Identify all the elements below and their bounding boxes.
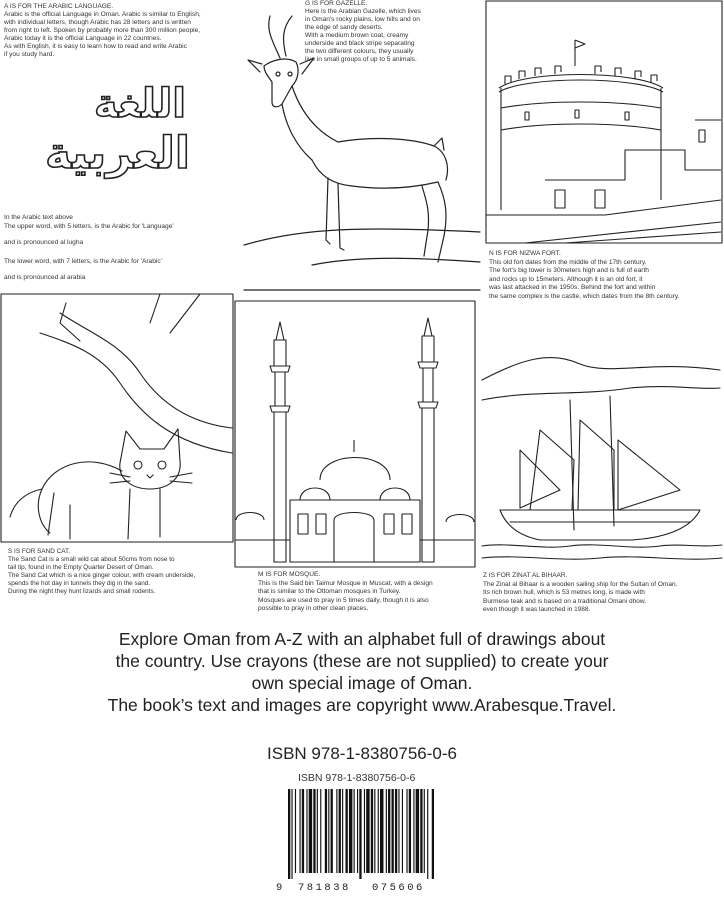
gazelle-line: With a medium brown coat, creamy (305, 32, 409, 39)
barcode-bar (420, 789, 422, 873)
dhow-ship-drawing (480, 340, 724, 568)
barcode-bar (295, 789, 296, 873)
arabic-note: In the Arabic text above (4, 214, 73, 221)
barcode-bar (325, 789, 327, 873)
barcode-bar (288, 789, 290, 879)
barcode-bar (402, 789, 403, 873)
zinat-line: The Zinat al Bihaar is a wooden sailing ship for the Sultan of Oman. (483, 580, 678, 588)
blurb-line: own special image of Oman. (251, 673, 473, 693)
barcode-bar (374, 789, 375, 873)
gazelle-heading: G IS FOR GAZELLE. (305, 0, 368, 7)
arabic-note: The upper word, with 5 letters, is the Arabic for 'Language' (4, 222, 174, 230)
barcode-isbn-label: ISBN 978-1-8380756-0-6 (298, 772, 416, 784)
barcode-bar (427, 789, 428, 879)
arabic-line: if you study hard. (4, 51, 55, 58)
zinat-panel-text (483, 572, 723, 615)
barcode-bar (406, 789, 407, 873)
mosque-heading: M IS FOR MOSQUE. (258, 571, 321, 578)
barcode-bar (339, 789, 341, 873)
arabic-heading: A IS FOR THE ARABIC LANGUAGE. (4, 3, 114, 10)
barcode-bar (331, 789, 333, 873)
sandcat-heading: S IS FOR SAND CAT. (8, 548, 71, 555)
barcode-digits-left: 781838 (298, 882, 351, 894)
barcode-bar (328, 789, 329, 873)
arabic-notes (4, 214, 239, 283)
nizwa-line: and rocks up to 15meters. Although it is an old fort, it (489, 275, 643, 283)
arabic-note: and is pronounced al arabia (4, 274, 86, 281)
arabic-word-upper: اللغة (94, 81, 186, 127)
barcode-bar (317, 789, 318, 873)
barcode-bar (306, 789, 307, 873)
arabic-note: The lower word, with 7 letters, is the Arabic for 'Arabic' (4, 257, 162, 265)
barcode-bar (320, 789, 321, 873)
gazelle-line: underside and black stripe separating (305, 40, 415, 47)
barcode-bar (432, 789, 434, 879)
barcode-bar (354, 789, 355, 873)
mosque-drawing (234, 300, 476, 568)
sandcat-line: During the night they hunt lizards and small rodents. (8, 588, 156, 595)
gazelle-line: live in small groups of up to 5 animals. (305, 56, 417, 63)
barcode-digits-right: 075606 (372, 882, 425, 894)
barcode-bar (398, 789, 399, 873)
barcode-bar (309, 789, 312, 873)
sandcat-line: spends the hot day in tunnels they dig in the sand. (8, 580, 151, 587)
zinat-line: Its rich brown hull, which is 53 metres long, is made with (483, 589, 645, 596)
zinat-heading: Z IS FOR ZINAT AL BIHAAR. (483, 572, 568, 579)
barcode-bar (364, 789, 365, 873)
barcode-bar (388, 789, 390, 873)
barcode-bar (409, 789, 411, 873)
arabic-note: and is pronounced al lugha (4, 239, 84, 246)
nizwa-line: This old fort dates from the middle of the 17th century. (489, 258, 647, 266)
blurb-line: The book’s text and images are copyright www.Arabesque.Travel. (107, 695, 617, 715)
nizwa-fort-drawing (485, 0, 724, 245)
barcode-bar (371, 789, 373, 873)
zinat-line: even though it was launched in 1988. (483, 606, 591, 613)
arabic-line: Arabic is the official Language in Oman. Arabic is similar to English, (4, 11, 201, 18)
blurb-line: Explore Oman from A-Z with an alphabet full of drawings about (118, 629, 606, 649)
arabic-line: from right to left. Spoken by probably more than 300 million people, (4, 27, 201, 34)
barcode-bar (357, 789, 358, 873)
barcode-bar (349, 789, 352, 873)
barcode-bar (392, 789, 394, 873)
barcode-bar (395, 789, 397, 873)
barcode-bar (366, 789, 369, 873)
barcode-bar (336, 789, 337, 873)
zinat-line: Burmese teak and is based on a traditional Omani dhow, (483, 597, 646, 605)
barcode-bar (300, 789, 301, 873)
gazelle-line: the two different colours, they usually (305, 48, 414, 55)
arabic-line: with individual letters, though Arabic has 28 letters and is written (4, 19, 191, 26)
sandcat-line: The Sand Cat which is a nice ginger colour, with cream underside, (8, 572, 196, 579)
arabic-line: As with English, it is easy to learn how to read and write Arabic (4, 43, 187, 50)
mosque-panel-text (258, 571, 478, 614)
barcode-digit-first: 9 (276, 882, 283, 894)
nizwa-panel-text (489, 250, 724, 302)
gazelle-line: Here is the Arabian Gazelle, which lives (305, 8, 421, 15)
nizwa-line: the same complex is the castle, which dates from the 8th century. (489, 292, 680, 300)
barcode-bar (313, 789, 315, 873)
barcode-bar (359, 789, 361, 879)
barcode-bar (346, 789, 348, 873)
mosque-line: that is similar to the Ottoman mosques in Turkey. (258, 588, 401, 595)
nizwa-heading: N IS FOR NIZWA FORT. (489, 250, 561, 257)
barcode-bar (342, 789, 343, 873)
barcode-bar (302, 789, 304, 873)
mosque-line: This is the Said bin Taimur Mosque in Muscat, with a design (258, 579, 433, 587)
gazelle-line: the edge of sandy deserts. (305, 24, 383, 31)
arabic-panel-text (4, 3, 239, 59)
sandcat-panel-text (8, 548, 236, 596)
blurb-line: the country. Use crayons (these are not supplied) to create your (115, 651, 609, 671)
mosque-line: possible to pray in other clean places. (258, 605, 369, 612)
back-cover-blurb (0, 628, 724, 716)
arabic-line: Arabic today it is the official Language in 22 countries. (4, 35, 162, 42)
barcode-bar (378, 789, 379, 873)
arabic-word-lower: العربية (45, 128, 190, 179)
sandcat-line: The Sand Cat is a small wild cat about 50cms from nose to (8, 556, 175, 563)
isbn-heading: ISBN 978-1-8380756-0-6 (267, 744, 457, 763)
barcode-bar (291, 789, 292, 879)
gazelle-panel-text (305, 0, 485, 64)
barcode-bar (386, 789, 387, 873)
barcode-bar (424, 789, 425, 873)
gazelle-line: in Oman's rocky plains, low hills and on (305, 16, 420, 23)
nizwa-line: The fort's big tower is 30meters high and is full of earth (489, 267, 649, 275)
barcode-bar (416, 789, 419, 873)
sand-cat-drawing (0, 293, 234, 543)
barcode (286, 789, 434, 879)
nizwa-line: was last attacked in the 1950s. Behind the fort and within (489, 284, 656, 292)
mosque-line: Mosques are used to pray in 5 times daily, though it is also (258, 596, 429, 604)
barcode-bar (380, 789, 383, 873)
sandcat-line: tail tip, found in the Empty Quarter Desert of Oman. (8, 564, 154, 571)
barcode-bar (413, 789, 414, 873)
